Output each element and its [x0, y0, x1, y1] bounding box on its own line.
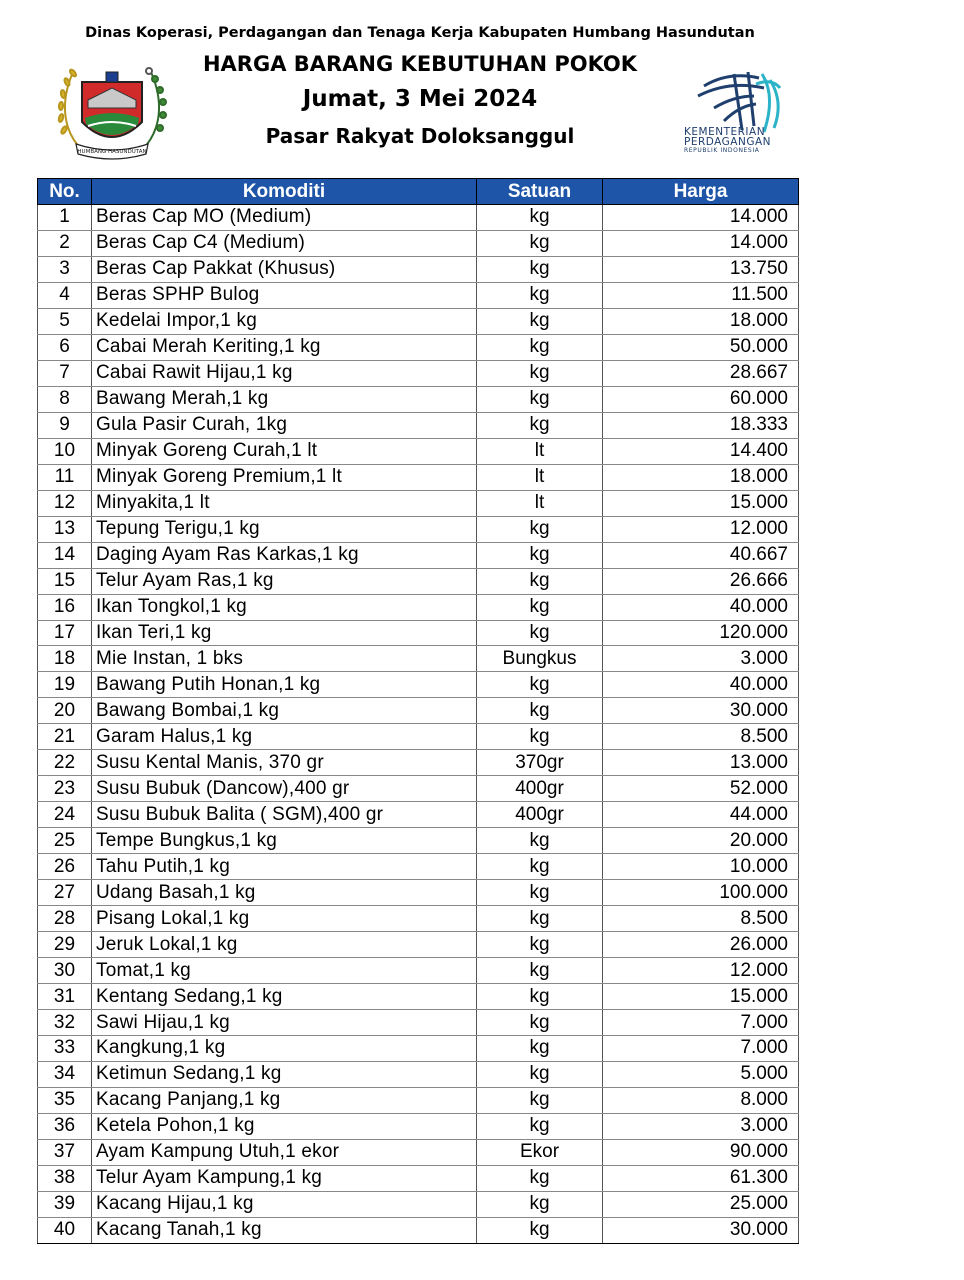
table-row: [38, 568, 799, 594]
unit-cell: kg: [477, 542, 603, 568]
column-header-harga: Harga: [603, 179, 799, 205]
column-header-komoditi: Komoditi: [92, 179, 477, 205]
unit-cell: kg: [477, 334, 603, 360]
row-number-cell: 17: [38, 620, 92, 646]
commodity-name-cell: Kangkung,1 kg: [92, 1036, 477, 1062]
table-row: [38, 646, 799, 672]
commodity-name-cell: Telur Ayam Kampung,1 kg: [92, 1165, 477, 1191]
price-cell: 8.500: [603, 724, 799, 750]
price-cell: 52.000: [603, 776, 799, 802]
table-row: [38, 256, 799, 282]
price-cell: 26.000: [603, 932, 799, 958]
row-number-cell: 35: [38, 1087, 92, 1113]
table-row: [38, 672, 799, 698]
table-row: [38, 594, 799, 620]
price-cell: 13.000: [603, 750, 799, 776]
commodity-name-cell: Kedelai Impor,1 kg: [92, 308, 477, 334]
agency-name: Dinas Koperasi, Perdagangan dan Tenaga Kerja Kabupaten Humbang Hasundutan: [85, 25, 755, 41]
table-row: [38, 1010, 799, 1036]
row-number-cell: 27: [38, 880, 92, 906]
price-cell: 28.667: [603, 360, 799, 386]
price-cell: 20.000: [603, 828, 799, 854]
row-number-cell: 22: [38, 750, 92, 776]
commodity-name-cell: Kacang Tanah,1 kg: [92, 1217, 477, 1243]
unit-cell: kg: [477, 698, 603, 724]
table-row: [38, 1113, 799, 1139]
commodity-name-cell: Mie Instan, 1 bks: [92, 646, 477, 672]
unit-cell: kg: [477, 1061, 603, 1087]
row-number-cell: 32: [38, 1010, 92, 1036]
commodity-name-cell: Kacang Hijau,1 kg: [92, 1191, 477, 1217]
unit-cell: kg: [477, 1191, 603, 1217]
table-row: [38, 386, 799, 412]
table-row: [38, 854, 799, 880]
commodity-name-cell: Beras Cap Pakkat (Khusus): [92, 256, 477, 282]
column-header-satuan: Satuan: [477, 179, 603, 205]
price-cell: 30.000: [603, 1217, 799, 1243]
table-row: [38, 984, 799, 1010]
commodity-name-cell: Minyakita,1 lt: [92, 490, 477, 516]
unit-cell: lt: [477, 438, 603, 464]
table-row: [38, 360, 799, 386]
table-row: [38, 308, 799, 334]
unit-cell: Bungkus: [477, 646, 603, 672]
commodity-name-cell: Gula Pasir Curah, 1kg: [92, 412, 477, 438]
unit-cell: kg: [477, 308, 603, 334]
price-cell: 13.750: [603, 256, 799, 282]
row-number-cell: 20: [38, 698, 92, 724]
commodity-name-cell: Udang Basah,1 kg: [92, 880, 477, 906]
commodity-name-cell: Beras SPHP Bulog: [92, 282, 477, 308]
row-number-cell: 30: [38, 958, 92, 984]
unit-cell: lt: [477, 490, 603, 516]
unit-cell: kg: [477, 932, 603, 958]
row-number-cell: 4: [38, 282, 92, 308]
commodity-name-cell: Daging Ayam Ras Karkas,1 kg: [92, 542, 477, 568]
row-number-cell: 10: [38, 438, 92, 464]
row-number-cell: 28: [38, 906, 92, 932]
table-row: [38, 516, 799, 542]
commodity-name-cell: Susu Bubuk Balita ( SGM),400 gr: [92, 802, 477, 828]
row-number-cell: 21: [38, 724, 92, 750]
table-row: [38, 1087, 799, 1113]
commodity-name-cell: Minyak Goreng Curah,1 lt: [92, 438, 477, 464]
price-cell: 14.000: [603, 230, 799, 256]
unit-cell: kg: [477, 724, 603, 750]
table-row: [38, 1165, 799, 1191]
commodity-name-cell: Jeruk Lokal,1 kg: [92, 932, 477, 958]
price-cell: 12.000: [603, 516, 799, 542]
commodity-name-cell: Minyak Goreng Premium,1 lt: [92, 464, 477, 490]
unit-cell: kg: [477, 412, 603, 438]
commodity-name-cell: Ketimun Sedang,1 kg: [92, 1061, 477, 1087]
unit-cell: 400gr: [477, 802, 603, 828]
ministry-line-1: KEMENTERIAN: [684, 126, 766, 138]
ministry-wordmark: [684, 127, 794, 155]
commodity-name-cell: Ikan Teri,1 kg: [92, 620, 477, 646]
price-cell: 120.000: [603, 620, 799, 646]
unit-cell: 400gr: [477, 776, 603, 802]
row-number-cell: 12: [38, 490, 92, 516]
price-cell: 3.000: [603, 1113, 799, 1139]
document-title: HARGA BARANG KEBUTUHAN POKOK: [202, 52, 638, 76]
price-cell: 8.500: [603, 906, 799, 932]
ministry-line-3: REPUBLIK INDONESIA: [684, 147, 760, 154]
unit-cell: kg: [477, 256, 603, 282]
price-cell: 40.000: [603, 594, 799, 620]
price-cell: 8.000: [603, 1087, 799, 1113]
price-cell: 25.000: [603, 1191, 799, 1217]
unit-cell: kg: [477, 1113, 603, 1139]
price-cell: 11.500: [603, 282, 799, 308]
unit-cell: kg: [477, 672, 603, 698]
row-number-cell: 13: [38, 516, 92, 542]
commodity-name-cell: Ayam Kampung Utuh,1 ekor: [92, 1139, 477, 1165]
commodity-name-cell: Bawang Bombai,1 kg: [92, 698, 477, 724]
commodity-name-cell: Bawang Merah,1 kg: [92, 386, 477, 412]
table-row: [38, 490, 799, 516]
row-number-cell: 24: [38, 802, 92, 828]
row-number-cell: 26: [38, 854, 92, 880]
unit-cell: kg: [477, 1217, 603, 1243]
unit-cell: kg: [477, 1087, 603, 1113]
unit-cell: kg: [477, 906, 603, 932]
row-number-cell: 19: [38, 672, 92, 698]
commodity-name-cell: Pisang Lokal,1 kg: [92, 906, 477, 932]
commodity-name-cell: Susu Bubuk (Dancow),400 gr: [92, 776, 477, 802]
row-number-cell: 15: [38, 568, 92, 594]
price-cell: 90.000: [603, 1139, 799, 1165]
commodity-name-cell: Telur Ayam Ras,1 kg: [92, 568, 477, 594]
table-row: [38, 776, 799, 802]
unit-cell: kg: [477, 854, 603, 880]
svg-text:HUMBANG HASUNDUTAN: HUMBANG HASUNDUTAN: [77, 149, 147, 155]
market-name: Pasar Rakyat Doloksanggul: [265, 124, 575, 148]
price-cell: 15.000: [603, 490, 799, 516]
table-row: [38, 1061, 799, 1087]
price-cell: 10.000: [603, 854, 799, 880]
row-number-cell: 25: [38, 828, 92, 854]
price-cell: 7.000: [603, 1010, 799, 1036]
row-number-cell: 6: [38, 334, 92, 360]
price-cell: 18.333: [603, 412, 799, 438]
commodity-name-cell: Tomat,1 kg: [92, 958, 477, 984]
unit-cell: kg: [477, 386, 603, 412]
commodity-name-cell: Bawang Putih Honan,1 kg: [92, 672, 477, 698]
price-cell: 18.000: [603, 308, 799, 334]
unit-cell: kg: [477, 516, 603, 542]
commodity-name-cell: Kacang Panjang,1 kg: [92, 1087, 477, 1113]
row-number-cell: 7: [38, 360, 92, 386]
price-cell: 18.000: [603, 464, 799, 490]
commodity-name-cell: Tahu Putih,1 kg: [92, 854, 477, 880]
commodity-name-cell: Beras Cap C4 (Medium): [92, 230, 477, 256]
price-cell: 30.000: [603, 698, 799, 724]
column-header-no: No.: [38, 179, 92, 205]
price-cell: 15.000: [603, 984, 799, 1010]
price-cell: 7.000: [603, 1036, 799, 1062]
price-cell: 3.000: [603, 646, 799, 672]
table-row: [38, 282, 799, 308]
table-header-row: [38, 179, 799, 205]
unit-cell: kg: [477, 568, 603, 594]
table-row: [38, 698, 799, 724]
price-cell: 12.000: [603, 958, 799, 984]
price-cell: 100.000: [603, 880, 799, 906]
table-row: [38, 880, 799, 906]
table-row: [38, 750, 799, 776]
commodity-name-cell: Beras Cap MO (Medium): [92, 205, 477, 231]
table-row: [38, 542, 799, 568]
price-cell: 60.000: [603, 386, 799, 412]
table-row: [38, 1191, 799, 1217]
row-number-cell: 3: [38, 256, 92, 282]
unit-cell: kg: [477, 230, 603, 256]
commodity-name-cell: Tempe Bungkus,1 kg: [92, 828, 477, 854]
unit-cell: kg: [477, 958, 603, 984]
commodity-name-cell: Sawi Hijau,1 kg: [92, 1010, 477, 1036]
table-row: [38, 1217, 799, 1243]
unit-cell: kg: [477, 360, 603, 386]
unit-cell: kg: [477, 984, 603, 1010]
commodity-name-cell: Cabai Rawit Hijau,1 kg: [92, 360, 477, 386]
row-number-cell: 29: [38, 932, 92, 958]
table-row: [38, 230, 799, 256]
commodity-name-cell: Garam Halus,1 kg: [92, 724, 477, 750]
unit-cell: kg: [477, 828, 603, 854]
ministry-line-2: PERDAGANGAN: [684, 136, 772, 148]
commodity-name-cell: Ikan Tongkol,1 kg: [92, 594, 477, 620]
commodity-name-cell: Tepung Terigu,1 kg: [92, 516, 477, 542]
row-number-cell: 5: [38, 308, 92, 334]
unit-cell: Ekor: [477, 1139, 603, 1165]
row-number-cell: 34: [38, 1061, 92, 1087]
price-cell: 50.000: [603, 334, 799, 360]
table-row: [38, 828, 799, 854]
table-row: [38, 438, 799, 464]
unit-cell: kg: [477, 594, 603, 620]
price-cell: 5.000: [603, 1061, 799, 1087]
table-row: [38, 958, 799, 984]
table-row: [38, 205, 799, 231]
row-number-cell: 23: [38, 776, 92, 802]
price-cell: 40.667: [603, 542, 799, 568]
commodity-name-cell: Kentang Sedang,1 kg: [92, 984, 477, 1010]
table-row: [38, 464, 799, 490]
row-number-cell: 14: [38, 542, 92, 568]
row-number-cell: 37: [38, 1139, 92, 1165]
row-number-cell: 38: [38, 1165, 92, 1191]
commodity-name-cell: Susu Kental Manis, 370 gr: [92, 750, 477, 776]
table-row: [38, 1036, 799, 1062]
price-table: [37, 178, 799, 1244]
unit-cell: kg: [477, 282, 603, 308]
table-row: [38, 932, 799, 958]
table-row: [38, 724, 799, 750]
price-cell: 26.666: [603, 568, 799, 594]
row-number-cell: 31: [38, 984, 92, 1010]
table-row: [38, 334, 799, 360]
price-cell: 14.400: [603, 438, 799, 464]
row-number-cell: 9: [38, 412, 92, 438]
unit-cell: kg: [477, 1010, 603, 1036]
row-number-cell: 40: [38, 1217, 92, 1243]
price-cell: 14.000: [603, 205, 799, 231]
row-number-cell: 16: [38, 594, 92, 620]
price-cell: 61.300: [603, 1165, 799, 1191]
unit-cell: kg: [477, 620, 603, 646]
unit-cell: 370gr: [477, 750, 603, 776]
row-number-cell: 33: [38, 1036, 92, 1062]
table-row: [38, 412, 799, 438]
table-row: [38, 1139, 799, 1165]
price-cell: 40.000: [603, 672, 799, 698]
unit-cell: kg: [477, 1036, 603, 1062]
row-number-cell: 39: [38, 1191, 92, 1217]
commodity-name-cell: Ketela Pohon,1 kg: [92, 1113, 477, 1139]
unit-cell: kg: [477, 880, 603, 906]
humbang-hasundutan-emblem-icon: [52, 60, 172, 160]
table-row: [38, 906, 799, 932]
table-row: [38, 620, 799, 646]
row-number-cell: 18: [38, 646, 92, 672]
unit-cell: kg: [477, 1165, 603, 1191]
row-number-cell: 1: [38, 205, 92, 231]
commodity-name-cell: Cabai Merah Keriting,1 kg: [92, 334, 477, 360]
unit-cell: lt: [477, 464, 603, 490]
table-row: [38, 802, 799, 828]
row-number-cell: 8: [38, 386, 92, 412]
row-number-cell: 11: [38, 464, 92, 490]
row-number-cell: 36: [38, 1113, 92, 1139]
report-date: Jumat, 3 Mei 2024: [302, 86, 538, 112]
unit-cell: kg: [477, 205, 603, 231]
price-cell: 44.000: [603, 802, 799, 828]
row-number-cell: 2: [38, 230, 92, 256]
